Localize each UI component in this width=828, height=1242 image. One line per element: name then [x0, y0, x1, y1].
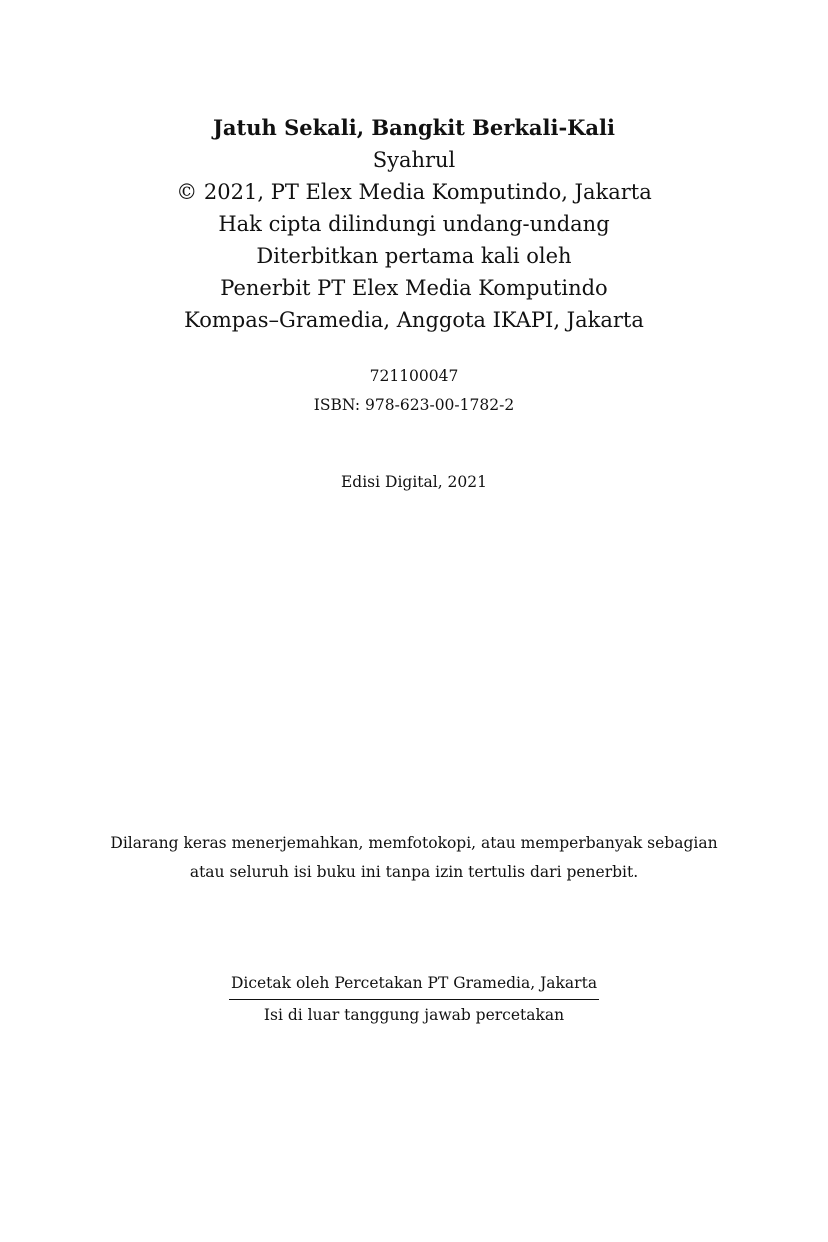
printed-by-line: Dicetak oleh Percetakan PT Gramedia, Jakarta: [229, 970, 599, 1000]
book-title: Jatuh Sekali, Bangkit Berkali-Kali: [212, 115, 615, 140]
notice-line-2: atau seluruh isi buku ini tanpa izin tertulis dari penerbit.: [189, 863, 639, 881]
edition-line: Edisi Digital, 2021: [340, 473, 488, 491]
rights-line: Hak cipta dilindungi undang-undang: [218, 212, 610, 236]
copyright-line: © 2021, PT Elex Media Komputindo, Jakarta: [176, 180, 652, 204]
notice-line-1: Dilarang keras menerjemahkan, memfotokopi, atau memperbanyak sebagian: [110, 834, 718, 852]
edition-info: [0, 470, 828, 494]
printer-disclaimer: Isi di luar tanggung jawab percetakan: [263, 1006, 565, 1024]
identifiers: [0, 362, 828, 420]
catalog-number: 721100047: [369, 367, 459, 385]
publisher-group-line: Kompas–Gramedia, Anggota IKAPI, Jakarta: [184, 308, 644, 332]
copyright-notice: [0, 829, 828, 887]
book-info: [0, 112, 828, 336]
isbn: ISBN: 978-623-00-1782-2: [313, 396, 515, 414]
first-published-line: Diterbitkan pertama kali oleh: [256, 244, 572, 268]
publisher-line: Penerbit PT Elex Media Komputindo: [220, 276, 608, 300]
printer-info: [0, 969, 828, 1030]
author-name: Syahrul: [372, 148, 456, 172]
